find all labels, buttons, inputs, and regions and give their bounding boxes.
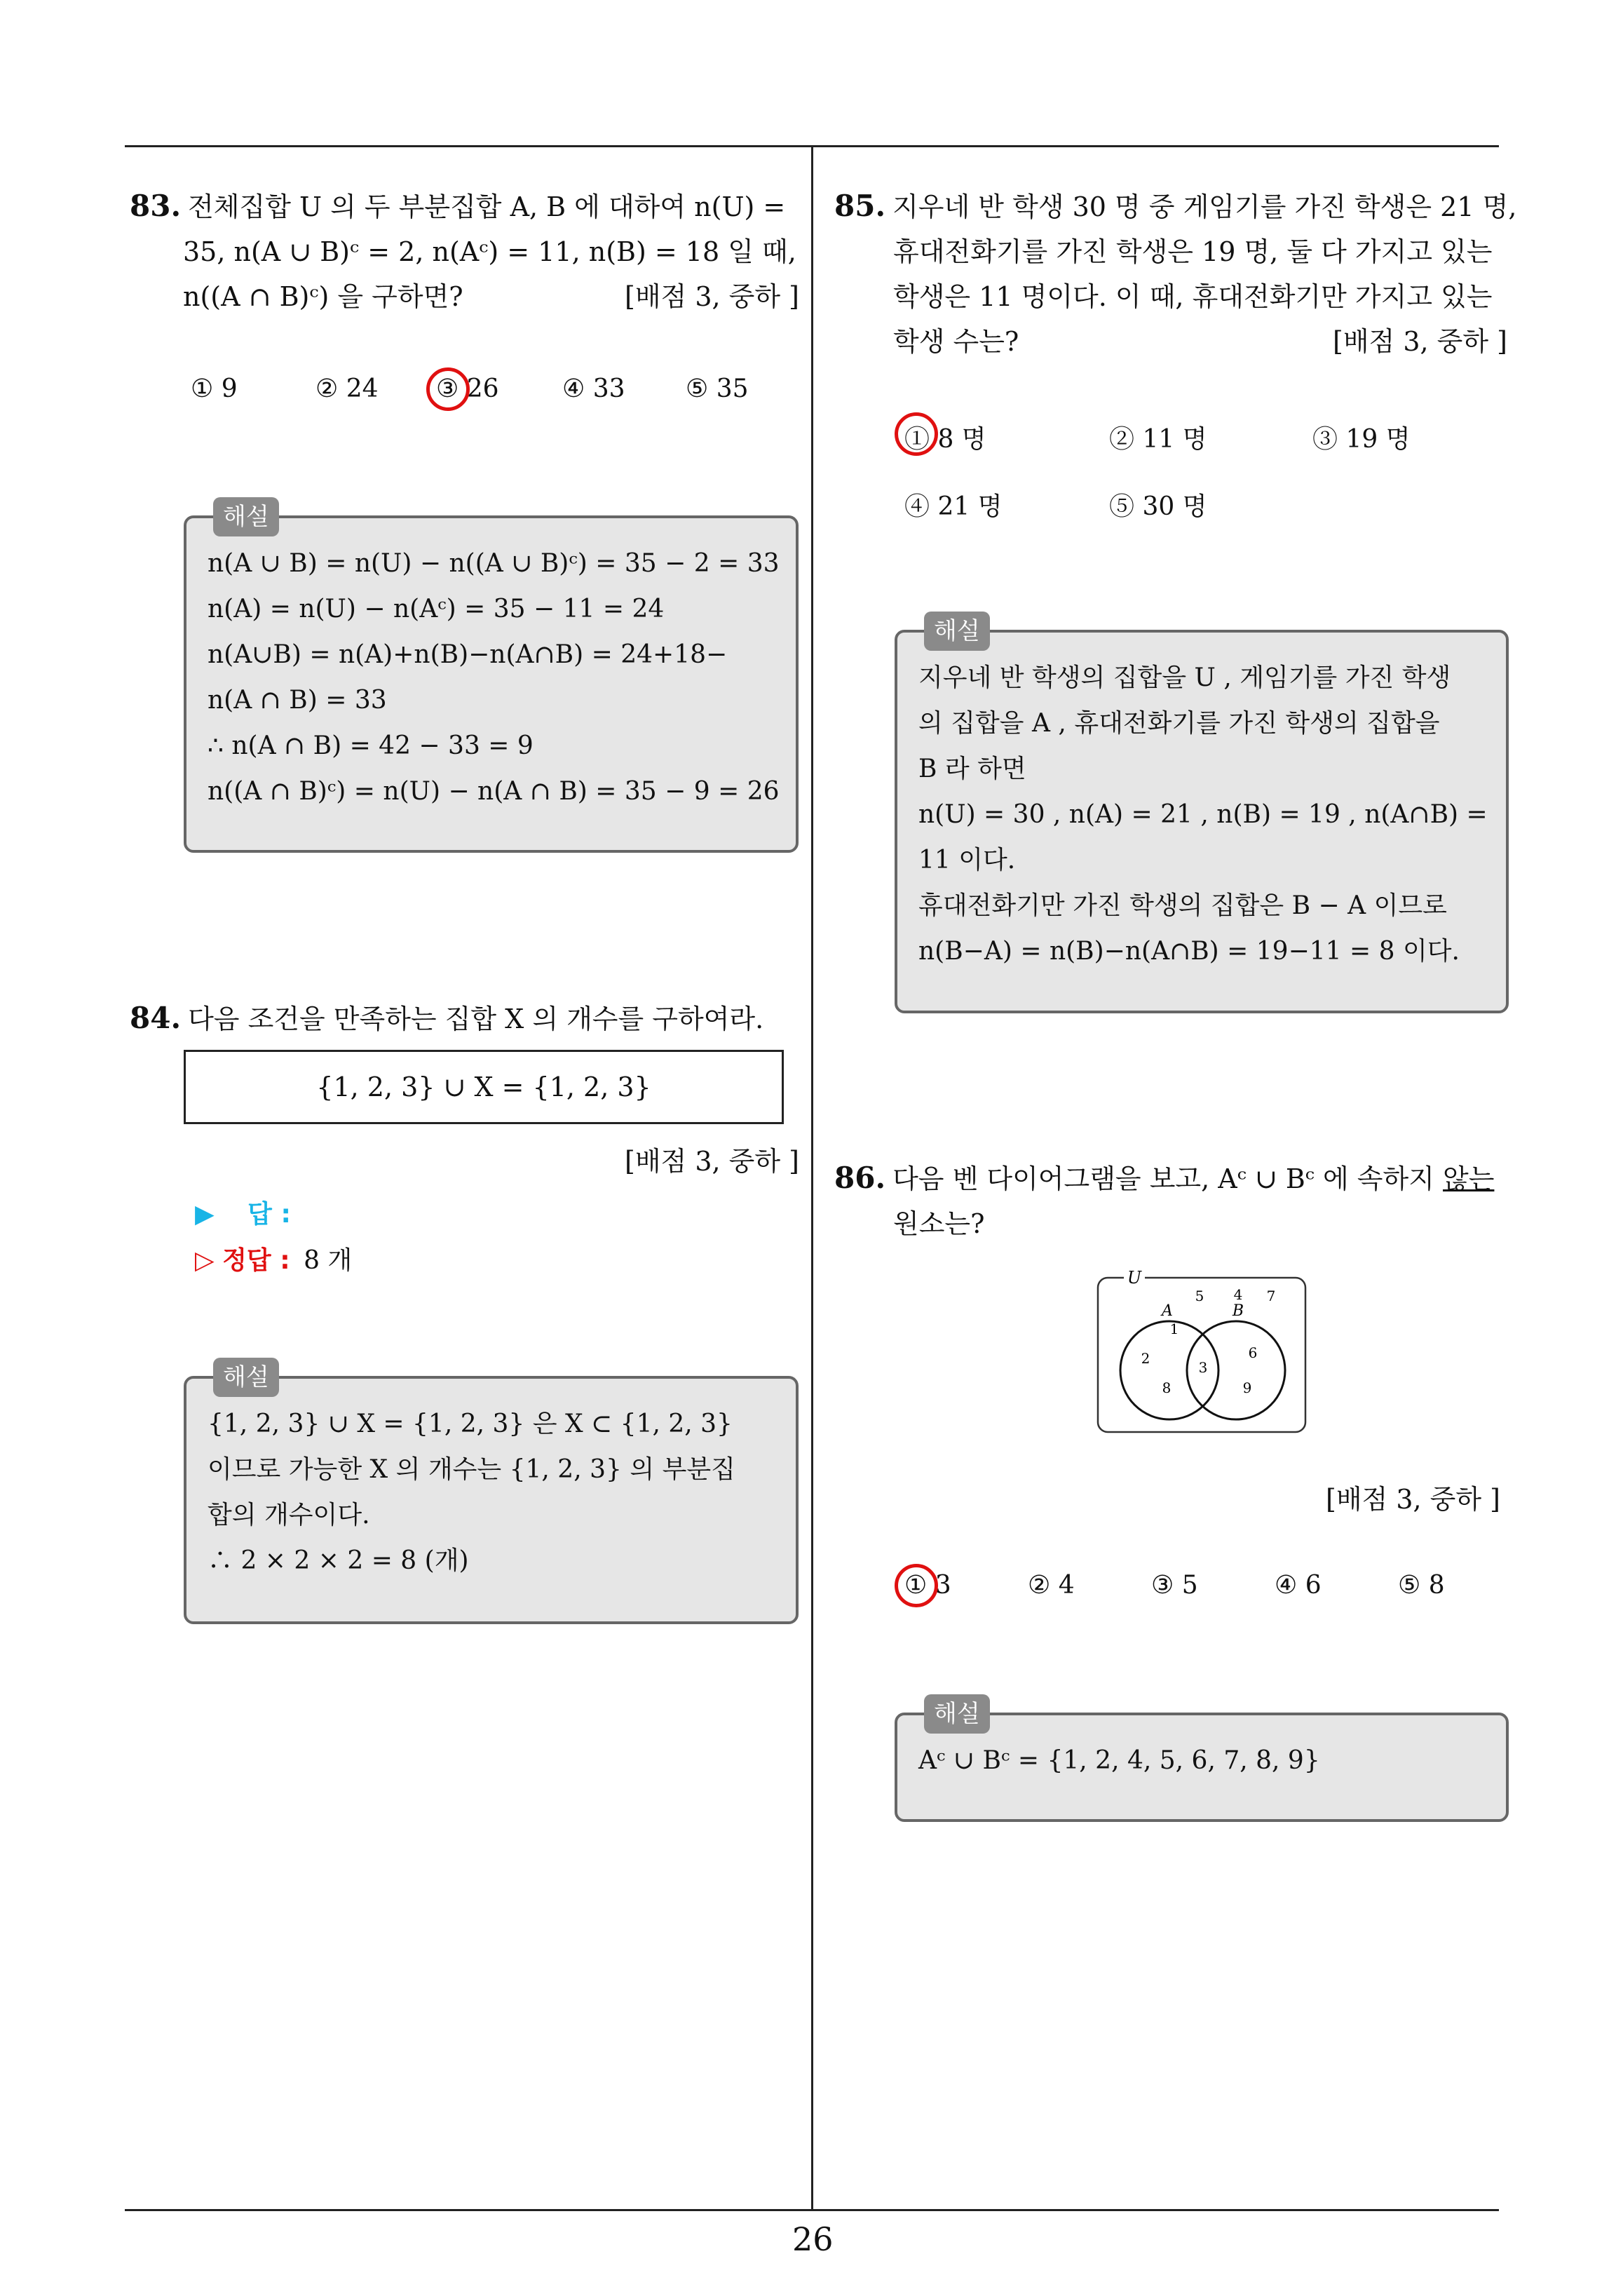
- q83-solution-box: [184, 503, 799, 853]
- q84-correct-value: 8 개: [304, 1246, 353, 1275]
- q86-solution-box: [895, 1700, 1509, 1822]
- venn-label-b: B: [1232, 1302, 1244, 1320]
- question-83-number: 83.: [130, 189, 182, 223]
- question-83-text-3: n((A ∩ B)ᶜ) 을 구하면?: [183, 281, 463, 312]
- q83-choice-3[interactable]: ③ 26: [436, 374, 499, 403]
- q84-solution-tag: 해설: [213, 1358, 279, 1397]
- q83-solution-line: ∴ n(A ∩ B) = 42 − 33 = 9: [208, 731, 534, 760]
- q85-choice-4[interactable]: ④ 21 명: [904, 492, 1003, 521]
- q85-solution-line: 지우네 반 학생의 집합을 U , 게임기를 가진 학생: [918, 663, 1451, 692]
- question-83-line-2: 35, n(A ∪ B)ᶜ = 2, n(Aᶜ) = 11, n(B) = 18 일 때,: [183, 236, 796, 267]
- q84-condition: {1, 2, 3} ∪ X = {1, 2, 3}: [316, 1072, 651, 1102]
- question-83-score: [배점 3, 중하 ]: [625, 281, 799, 312]
- venn-element: 1: [1169, 1321, 1179, 1337]
- q83-solution-line: n(A ∪ B) = n(U) − n((A ∪ B)ᶜ) = 35 − 2 = 33: [208, 549, 780, 578]
- venn-label-a: A: [1162, 1302, 1173, 1320]
- question-85-number: 85.: [834, 189, 886, 223]
- q85-solution-line: n(B−A) = n(B)−n(A∩B) = 19−11 = 8 이다.: [918, 937, 1460, 966]
- q83-solution-line: n(A) = n(U) − n(Aᶜ) = 35 − 11 = 24: [208, 595, 665, 623]
- q86-choice-4[interactable]: ④ 6: [1275, 1571, 1322, 1600]
- q84-correct-label: 정답 :: [222, 1246, 290, 1275]
- question-84-number: 84.: [130, 1001, 182, 1035]
- q83-solution-line: n(A ∩ B) = 33: [208, 686, 387, 715]
- q85-solution-box: [895, 617, 1509, 1013]
- answer-mark-circle: [426, 367, 470, 411]
- question-86: [834, 1156, 1507, 1246]
- venn-diagram: [1096, 1269, 1313, 1435]
- question-85-text-4: 학생 수는?: [893, 326, 1019, 357]
- bottom-rule: [125, 2209, 1499, 2211]
- venn-element: 4: [1233, 1286, 1243, 1303]
- question-84-text: 다음 조건을 만족하는 집합 X 의 개수를 구하여라.: [188, 1004, 764, 1034]
- venn-element: 2: [1141, 1350, 1150, 1367]
- question-84: [130, 996, 799, 1041]
- question-85: [834, 184, 1517, 364]
- venn-element: 3: [1198, 1359, 1208, 1376]
- venn-element: 6: [1248, 1344, 1258, 1361]
- question-83-line-1: [130, 184, 799, 229]
- page-number: 26: [792, 2220, 834, 2258]
- q83-choice-5[interactable]: ⑤ 35: [686, 374, 749, 403]
- q85-solution-line: n(U) = 30 , n(A) = 21 , n(B) = 19 , n(A∩B) =: [918, 800, 1488, 829]
- q86-solution-line: Aᶜ ∪ Bᶜ = {1, 2, 4, 5, 6, 7, 8, 9}: [918, 1746, 1320, 1775]
- question-83: [130, 184, 799, 319]
- q83-choice-2[interactable]: ② 24: [315, 374, 379, 403]
- q86-score: [배점 3, 중하 ]: [1326, 1484, 1500, 1515]
- answer-arrow-icon: ▶: [195, 1200, 215, 1229]
- correct-arrow-icon: ▷: [195, 1246, 215, 1275]
- q84-answer-row: [195, 1192, 291, 1237]
- question-83-line-3: [130, 274, 799, 319]
- q84-condition-box: [184, 1050, 784, 1124]
- question-86-number: 86.: [834, 1161, 886, 1195]
- q85-solution-tag: 해설: [924, 612, 990, 651]
- q85-choice-5[interactable]: ⑤ 30 명: [1109, 492, 1207, 521]
- q83-choice-1[interactable]: ① 9: [191, 374, 238, 403]
- q85-solution-line: 의 집합을 A , 휴대전화기를 가진 학생의 집합을: [918, 709, 1440, 738]
- q85-solution-line: 휴대전화기만 가진 학생의 집합은 B − A 이므로: [918, 891, 1447, 920]
- column-divider: [811, 145, 813, 2210]
- question-83-text-1: 전체집합 U 의 두 부분집합 A, B 에 대하여 n(U) =: [188, 191, 786, 222]
- q84-solution-line: ∴ 2 × 2 × 2 = 8 (개): [208, 1546, 469, 1575]
- question-86-underlined: 않는: [1443, 1163, 1495, 1194]
- q86-choice-5[interactable]: ⑤ 8: [1398, 1571, 1445, 1600]
- q85-solution-line: 11 이다.: [918, 846, 1016, 874]
- venn-element: 7: [1266, 1288, 1276, 1304]
- q84-score: [배점 3, 중하 ]: [625, 1146, 799, 1177]
- q85-solution-line: B 라 하면: [918, 755, 1026, 783]
- q83-solution-tag: 해설: [213, 497, 279, 536]
- q85-choice-1[interactable]: ① 8 명: [904, 419, 986, 455]
- question-86-text-2: 원소는?: [893, 1208, 985, 1239]
- q86-solution-tag: 해설: [924, 1694, 990, 1734]
- q85-choice-2[interactable]: ② 11 명: [1109, 425, 1207, 454]
- venn-element: 8: [1162, 1379, 1172, 1396]
- question-85-text-2: 휴대전화기를 가진 학생은 19 명, 둘 다 가지고 있는: [893, 236, 1493, 267]
- q86-choice-1[interactable]: ① 3: [904, 1571, 951, 1600]
- q83-solution-line: n((A ∩ B)ᶜ) = n(U) − n(A ∩ B) = 35 − 9 = 26: [208, 777, 780, 806]
- q84-solution-line: 합의 개수이다.: [208, 1501, 370, 1529]
- q84-solution-box: [184, 1363, 799, 1624]
- question-85-text-1: 지우네 반 학생 30 명 중 게임기를 가진 학생은 21 명,: [892, 191, 1517, 222]
- q84-solution-line: 이므로 가능한 X 의 개수는 {1, 2, 3} 의 부분집: [208, 1455, 735, 1484]
- question-85-text-3: 학생은 11 명이다. 이 때, 휴대전화기만 가지고 있는: [893, 281, 1493, 312]
- venn-label-u: U: [1127, 1269, 1142, 1288]
- question-85-score: [배점 3, 중하 ]: [1333, 326, 1507, 357]
- venn-element: 5: [1195, 1288, 1204, 1304]
- q84-solution-line: {1, 2, 3} ∪ X = {1, 2, 3} 은 X ⊂ {1, 2, 3}: [208, 1410, 733, 1438]
- answer-mark-circle: [895, 1564, 938, 1607]
- q83-solution-line: n(A∪B) = n(A)+n(B)−n(A∩B) = 24+18−: [208, 640, 728, 669]
- question-86-text-1: 다음 벤 다이어그램을 보고, Aᶜ ∪ Bᶜ 에 속하지: [892, 1163, 1444, 1194]
- q85-choice-3[interactable]: ③ 19 명: [1312, 425, 1411, 454]
- q84-answer-label: 답 :: [247, 1200, 291, 1229]
- answer-mark-circle: [895, 412, 938, 456]
- q86-choice-3[interactable]: ③ 5: [1151, 1571, 1198, 1600]
- venn-element: 9: [1242, 1379, 1252, 1396]
- q84-correct-row: [195, 1238, 352, 1283]
- q83-choice-4[interactable]: ④ 33: [562, 374, 625, 403]
- q86-choice-2[interactable]: ② 4: [1028, 1571, 1075, 1600]
